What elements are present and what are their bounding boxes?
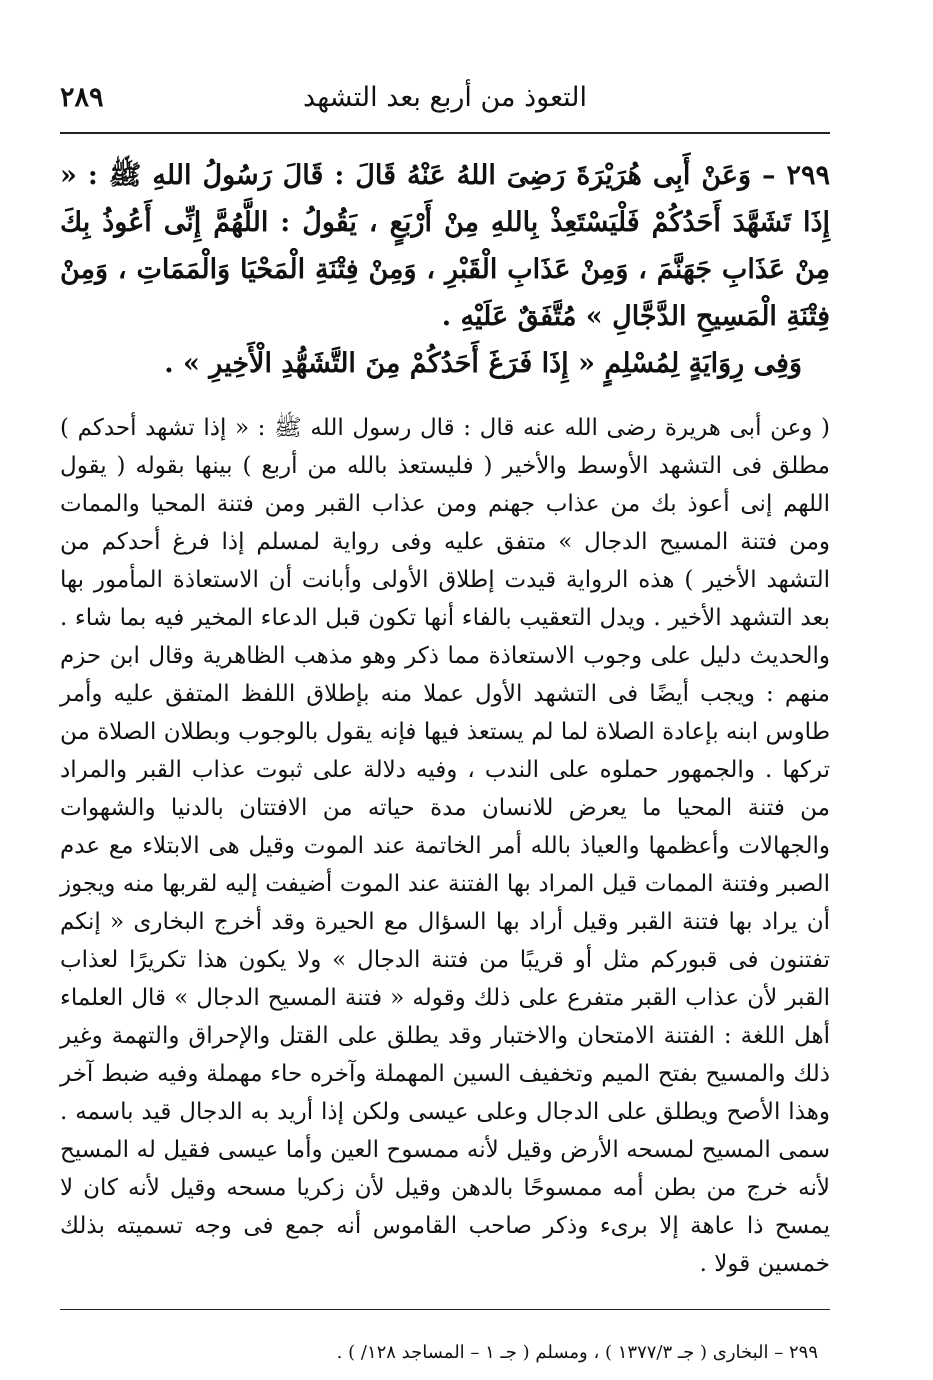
book-page — [60, 70, 830, 1368]
page-number: ٢٨٩ — [60, 82, 104, 113]
footnote-rule — [60, 1309, 830, 1310]
page-header — [60, 70, 830, 132]
commentary-paragraph: ( وعن أبى هريرة رضى الله عنه قال : قال رسول الله ﷺ : « إذا تشهد أحدكم ) مطلق فى التشهد الأوسط والأخير ( فليستعذ بالله من أربع ) بينها بقوله ( يقول اللهم إنى أعوذ بك من عذاب جهنم ومن عذاب القبر ومن فتنة المحيا والممات ومن فتنة المسيح الدجال » متفق عليه وفى رواية لمسلم إذا فرغ أحدكم من التشهد الأخير ) هذه الرواية قيدت إطلاق الأولى وأبانت أن الاستعاذة المأمور بها بعد التشهد الأخير . ويدل التعقيب بالفاء أنها تكون قبل الدعاء المخير فيه بما شاء . والحديث دليل على وجوب الاستعاذة مما ذكر وهو مذهب الظاهرية وقال ابن حزم منهم : ويجب أيضًا فى التشهد الأول عملا منه بإطلاق اللفظ المتفق عليه وأمر طاوس ابنه بإعادة الصلاة لما لم يستعذ فيها فإنه يقول بالوجوب وبطلان الصلاة من تركها . والجمهور حملوه على الندب ، وفيه دلالة على ثبوت عذاب القبر والمراد من فتنة المحيا ما يعرض للانسان مدة حياته من الافتتان بالدنيا والشهوات والجهالات وأعظمها والعياذ بالله أمر الخاتمة عند الموت وقيل هى الابتلاء مع عدم الصبر وفتنة الممات قيل المراد بها الفتنة عند الموت أضيفت إليه لقربها منه ويجوز أن يراد بها فتنة القبر وقيل أراد بها السؤال مع الحيرة وقد أخرج البخارى « إنكم تفتنون فى قبوركم مثل أو قريبًا من فتنة الدجال » ولا يكون هذا تكريرًا لعذاب القبر لأن عذاب القبر متفرع على ذلك وقوله « فتنة المسيح الدجال » قال العلماء أهل اللغة : الفتنة الامتحان والاختبار وقد يطلق على القتل والإحراق والتهمة وغير ذلك والمسيح بفتح الميم وتخفيف السين المهملة وآخره حاء مهملة وفيه ضبط آخر وهذا الأصح ويطلق على الدجال وعلى عيسى ولكن إذا أريد به الدجال قيد باسمه . سمى المسيح لمسحه الأرض وقيل لأنه ممسوح العين وأما عيسى فقيل له المسيح لأنه خرج من بطن أمه ممسوحًا بالدهن وقيل لأن زكريا مسحه وقيل لأنه كان لا يمسح ذا عاهة إلا برىء وذكر صاحب القاموس أنه جمع فى وجه تسميته بذلك خمسين قولا . — [60, 415, 831, 1277]
hadith-main: ٢٩٩ – وَعَنْ أَبِى هُرَيْرَةَ رَضِىَ اللهُ عَنْهُ قَالَ : قَالَ رَسُولُ اللهِ ﷺ : « إِذَا تَشَهَّدَ أَحَدُكُمْ فَلْيَسْتَعِذْ بِاللهِ مِنْ أَرْبَعٍ ، يَقُولُ : اللَّهُمَّ إِنِّى أَعُوذُ بِكَ مِنْ عَذَابِ جَهَنَّمَ ، وَمِنْ عَذَابِ الْقَبْرِ ، وَمِنْ فِتْنَةِ الْمَحْيَا وَالْمَمَاتِ ، وَمِنْ فِتْنَةِ الْمَسِيحِ الدَّجَّالِ » مُتَّفَقٌ عَلَيْهِ . — [60, 160, 830, 332]
hadith-text — [60, 152, 830, 387]
hadith-variant: وَفِى رِوَايَةٍ لِمُسْلِمٍ « إِذَا فَرَغَ أَحَدُكُمْ مِنَ التَّشَهُّدِ الْأَخِيرِ » . — [164, 348, 802, 379]
footnote: ٢٩٩ – البخارى ( جـ ١٣٧٧/٣ ) ، ومسلم ( جـ ١ – المساجد ١٢٨/ ) . — [336, 1342, 818, 1363]
commentary — [60, 409, 830, 1283]
header-rule — [60, 132, 830, 134]
chapter-title: التعوذ من أربع بعد التشهد — [303, 82, 587, 113]
